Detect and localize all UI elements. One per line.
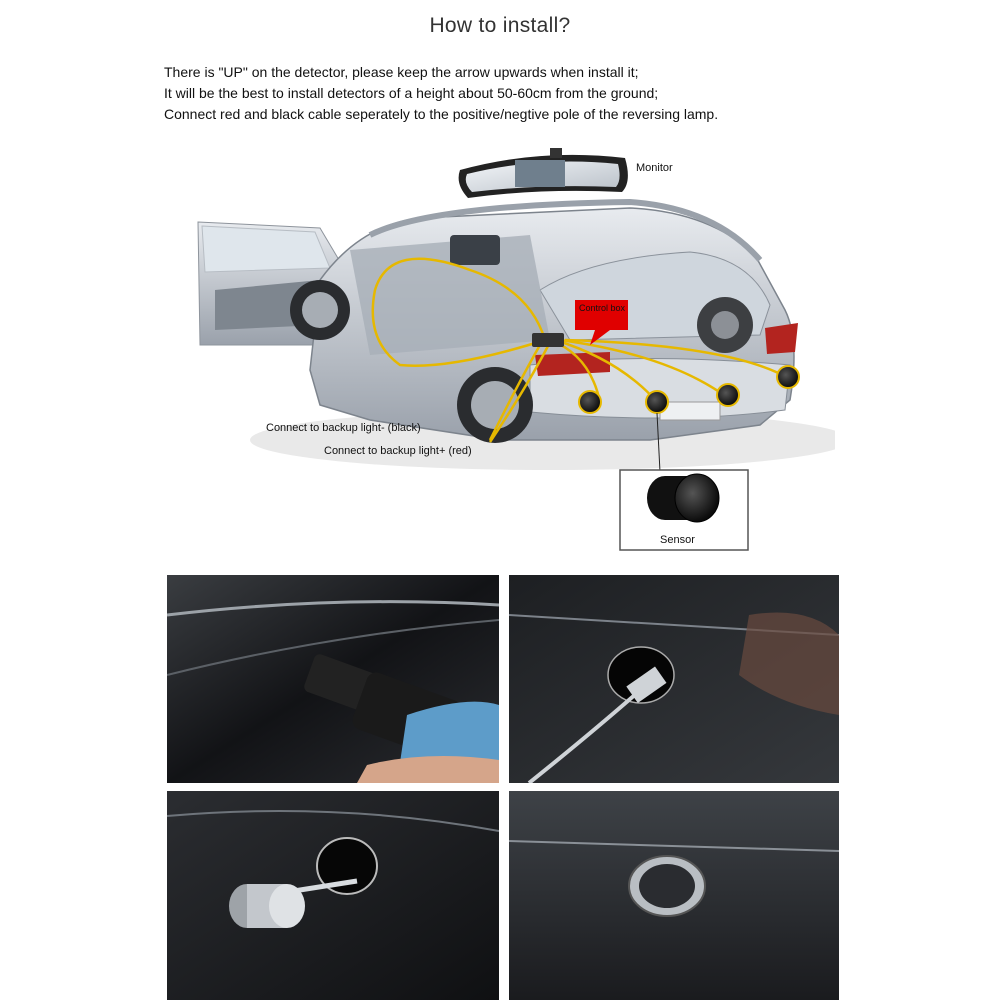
instruction-line-3: Connect red and black cable seperately to the positive/negtive pole of the reversing lamp. [164,106,719,122]
inserting-sensor-ring-photo [167,791,499,1000]
sensor-label: Sensor [660,534,695,546]
car-illustration [170,140,835,560]
monitor-label: Monitor [636,162,673,174]
red-wire-label: Connect to backup light+ (red) [324,445,472,457]
monitor-mirror [459,148,628,198]
instructions [164,62,864,125]
control-box-label: Control box [578,303,626,313]
hole-with-cable-photo [509,575,839,783]
installed-sensor-photo [509,791,839,1000]
instruction-line-2: It will be the best to install detectors of a height about 50-60cm from the ground; [164,85,659,101]
instruction-line-1: There is "UP" on the detector, please keep the arrow upwards when install it; [164,64,639,80]
page-title: How to install? [429,14,571,37]
black-wire-label: Connect to backup light- (black) [266,422,421,434]
install-diagram [170,140,835,560]
drilling-hole-photo [167,575,499,783]
